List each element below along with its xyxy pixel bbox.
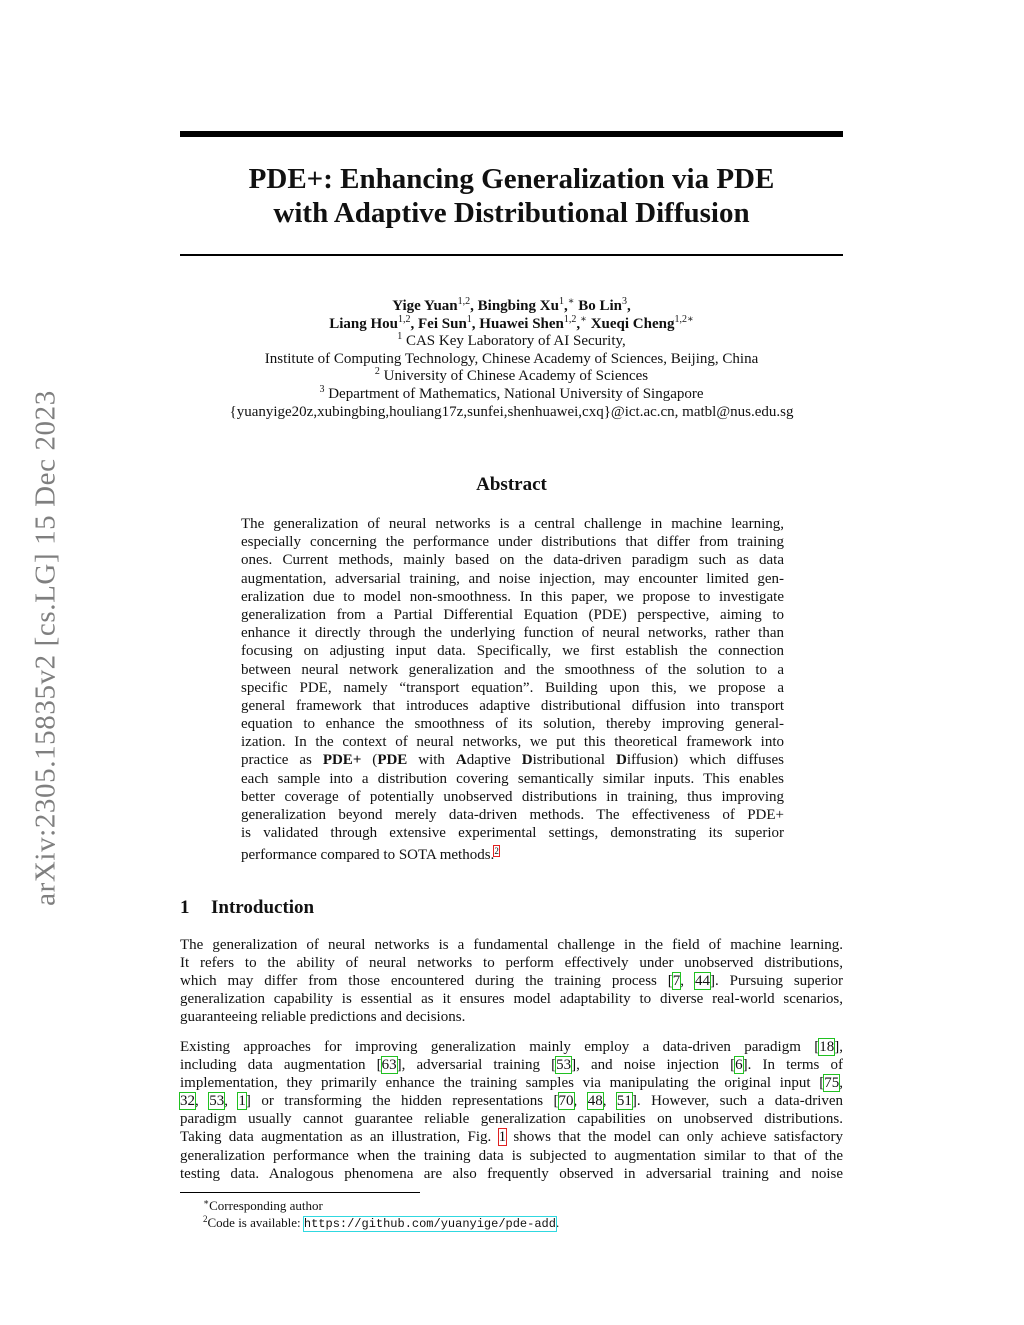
text-line: Taking data augmentation as an illustration, Fig. 1 shows that the model can only achieve satisfactory [180, 1129, 843, 1146]
citation-link[interactable]: 53 [556, 1057, 572, 1074]
abstract-line: enhance it directly through the underlying function of neural networks, rather than [241, 625, 784, 642]
citation-link[interactable]: 48 [587, 1093, 603, 1110]
figure-ref-link[interactable]: 1 [498, 1129, 507, 1146]
text-line: generalization performance when the training data is subjected to augmentation similar to that of the [180, 1147, 843, 1164]
text-line: paradigm usually cannot guarantee reliable generalization capabilities on unobserved distributions. [180, 1111, 843, 1128]
author-line-2: Liang Hou$^{1,2}$, Fei Sun$^1$, Huawei Shen$^{1,2}$,∗ Xueqi Cheng$^{1,2∗}$ [329, 313, 694, 332]
author-name: Bingbing Xu [477, 298, 559, 314]
abstract-line-last: performance compared to SOTA methods.$^2$ [241, 846, 499, 864]
abstract-body [241, 515, 785, 864]
title-line-2: with Adaptive Distributional Diffusion [273, 197, 750, 229]
abstract-line-method: practice as PDE+ (PDE with Adaptive Distributional Diffusion) which diffuses [241, 752, 785, 769]
author-name: Bo Lin [578, 298, 623, 314]
footnote-rule [180, 1192, 420, 1193]
citation-link[interactable]: 63 [381, 1057, 397, 1074]
text-line: It refers to the ability of neural networks to perform effectively under unobserved distributions, [180, 955, 843, 972]
abstract-line: equation to enhance the smoothness of its solution, thereby improving general- [241, 716, 784, 733]
footnote-code: $^2$Code is available: https://github.com/yuanyige/pde-add. [203, 1214, 560, 1231]
abstract-line: better coverage of potentially unobserved distributions in training, thus improving [241, 788, 784, 805]
text-line: including data augmentation [63], adversarial training [53], and noise injection [6]. In terms of [180, 1057, 843, 1074]
citation-link[interactable]: 7 [672, 973, 681, 990]
title-bottom-rule [180, 254, 843, 256]
abstract-line: generalization from a Partial Differential Equation (PDE) perspective, aiming to [241, 606, 784, 623]
intro-paragraph-2 [180, 1038, 843, 1183]
abstract-line: generalization beyond merely data-driven methods. The effectiveness of PDE+ [241, 807, 784, 823]
author-emails: {yuanyige20z,xubingbing,houliang17z,sunfei,shenhuawei,cxq}@ict.ac.cn, matbl@nus.edu.sg [229, 403, 794, 420]
abstract-line: augmentation, adversarial training, and noise injection, may encounter limited gen- [241, 570, 784, 587]
author-line-1: Yige Yuan$^{1,2}$, Bingbing Xu$^1$,∗ Bo Lin$^3$, [392, 296, 631, 314]
footnote-ref-link[interactable]: 2 [494, 846, 499, 857]
citation-link[interactable]: 75 [824, 1075, 840, 1092]
author-name: Fei Sun [418, 315, 467, 332]
affiliation-3: $^3$ Department of Mathematics, National University of Singapore [319, 383, 704, 402]
paper-title [180, 162, 843, 230]
code-url-link[interactable]: https://github.com/yuanyige/pde-add [303, 1217, 556, 1231]
author-name: Huawei Shen [479, 315, 564, 332]
abstract-line: ization. In the context of neural networks, we put this theoretical framework into [241, 734, 784, 751]
affiliation-1: $^1$ CAS Key Laboratory of AI Security, [397, 331, 626, 350]
affiliation-2: $^2$ University of Chinese Academy of Sciences [374, 366, 649, 385]
text-line: Existing approaches for improving generalization mainly employ a data-driven paradigm [18], [180, 1039, 843, 1055]
affiliation-1b: Institute of Computing Technology, Chinese Academy of Sciences, Beijing, China [264, 350, 759, 367]
citation-link[interactable]: 44 [694, 973, 710, 990]
abstract-line: is validated through extensive experimental settings, demonstrating its superior [241, 825, 784, 842]
footnotes [203, 1197, 559, 1233]
citation-link[interactable]: 18 [819, 1039, 835, 1055]
citation-link[interactable]: 70 [558, 1093, 574, 1110]
text-line: 32, 53, 1] or transforming the hidden representations [70, 48, 51]. However, such a data-driven [180, 1093, 844, 1110]
abstract-line: The generalization of neural networks is a central challenge in machine learning, [241, 516, 784, 532]
abstract-line: focusing on adjusting input data. Specifically, we first establish the connection [241, 643, 784, 660]
citation-link[interactable]: 53 [209, 1093, 225, 1110]
author-name: Liang Hou [329, 315, 399, 332]
citation-link[interactable]: 51 [616, 1093, 632, 1110]
text-line: The generalization of neural networks is a fundamental challenge in the field of machine learning. [180, 937, 843, 953]
title-top-rule [180, 131, 843, 137]
text-line: testing data. Analogous phenomena are also frequently observed in adversarial training and noise [180, 1165, 843, 1182]
text-line: which may differ from those encountered during the training process [7, 44]. Pursuing superior [180, 973, 843, 990]
author-block [150, 298, 873, 421]
abstract-heading: Abstract [476, 474, 547, 495]
footnote-corresponding: ∗Corresponding author [203, 1197, 323, 1213]
abstract-line: between neural network generalization and the smoothness of the solution to a [241, 661, 784, 678]
abstract-line: ones. Current methods, mainly based on the data-driven paradigm such as data [241, 552, 784, 569]
citation-link[interactable]: 32 [180, 1093, 195, 1110]
text-line: implementation, they primarily enhance the training samples via manipulating the original input [75, [180, 1075, 843, 1092]
intro-paragraph-1 [180, 936, 843, 1026]
citation-link[interactable]: 6 [735, 1057, 743, 1074]
abstract-line: specific PDE, namely “transport equation”. Building upon this, we propose a [241, 679, 784, 696]
author-name: Yige Yuan [392, 298, 458, 314]
author-name: Xueqi Cheng [590, 315, 675, 332]
abstract-line: especially concerning the performance under distributions that differ from training [241, 534, 784, 551]
title-line-1: PDE+: Enhancing Generalization via PDE [248, 163, 775, 195]
section-heading-introduction: 1 Introduction [180, 897, 315, 918]
abstract-line: general framework that introduces adaptive distributional diffusion into transport [241, 697, 784, 714]
text-line: generalization capability is essential as it ensures model adaptability to diverse real-world scenarios, [180, 991, 843, 1008]
abstract-line: each sample into a distribution covering semantically similar inputs. This enables [241, 770, 784, 787]
abstract-line: eralization due to model non-smoothness. In this paper, we propose to investigate [241, 588, 784, 605]
text-line: guaranteeing reliable predictions and decisions. [180, 1009, 466, 1026]
citation-link[interactable]: 1 [238, 1093, 246, 1110]
